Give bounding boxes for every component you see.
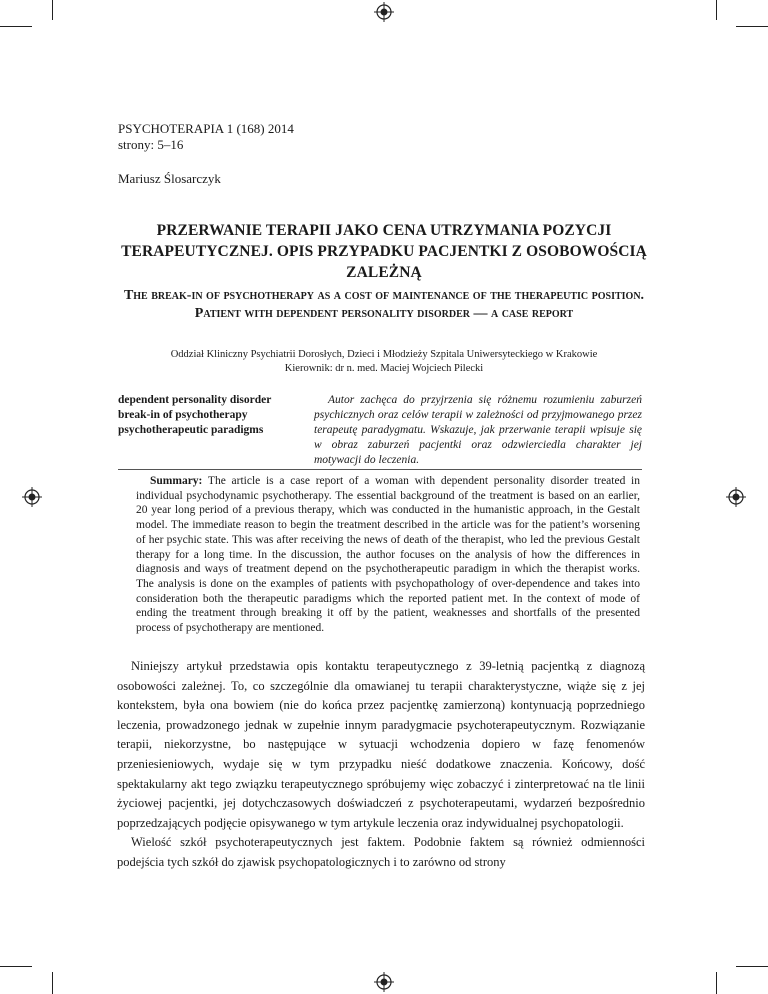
- keyword: dependent personality disorder: [118, 394, 272, 406]
- summary-label: Summary:: [150, 475, 203, 487]
- body-text: [117, 657, 645, 873]
- body-paragraph: Wielość szkół psychoterapeutycznych jest faktem. Podobnie faktem są również odmienności podejścia tych szkół do zjawisk psychopatologicznych i to zarówno od strony: [117, 835, 645, 869]
- keywords: [118, 393, 271, 438]
- keyword: break-in of psychotherapy: [118, 409, 248, 421]
- affiliation: [110, 348, 658, 376]
- crop-mark: [52, 0, 53, 20]
- author-name: Mariusz Ślosarczyk: [118, 171, 221, 186]
- affiliation-department: Oddział Kliniczny Psychiatrii Dorosłych, Dzieci i Młodzieży Szpitala Uniwersyteckiego w Krakowie: [170, 349, 598, 360]
- registration-mark-icon: [374, 2, 394, 22]
- affiliation-head: Kierownik: dr n. med. Maciej Wojciech Pilecki: [284, 363, 484, 374]
- title-english: The break-in of psychotherapy as a cost of maintenance of the therapeutic position. Patient with dependent personality disorder — a case report: [123, 288, 645, 321]
- registration-mark-icon: [726, 487, 746, 507]
- divider: [118, 469, 642, 470]
- crop-mark: [736, 966, 768, 967]
- journal-pages: strony: 5–16: [118, 137, 184, 152]
- crop-mark: [736, 26, 768, 27]
- title-polish: PRZERWANIE TERAPII JAKO CENA UTRZYMANIA POZYCJI TERAPEUTYCZNEJ. OPIS PRZYPADKU PACJENTKI Z OSOBOWOŚCIĄ ZALEŻNĄ: [121, 222, 647, 281]
- journal-issue: PSYCHOTERAPIA 1 (168) 2014: [118, 121, 294, 136]
- body-paragraph: Niniejszy artykuł przedstawia opis kontaktu terapeutycznego z 39-letnią pacjentką z diagnozą osobowości zależnej. To, co szczególnie dla omawianej tu terapii charakterystyczne, wiąże się z jej kontekstem, była ona bowiem (nie do końca przez pacjentkę zamierzoną) kontynuacją poprzedniego leczenia, prowadzonego jednak w zupełnie innym paradygmacie psychoterapeutycznym. Rozwiązanie terapii, niekorzystne, bo następujące w sytuacji wchodzenia dopiero w fazę fenomenów przeniesieniowych, wydaje się w tym przypadku nieść dodatkowe znaczenia. Końcowy, dość spektakularny akt tego związku terapeutycznego spróbujemy więc zobaczyć i zinterpretować na tle linii życiowej pacjentki, jej dotychczasowych doświadczeń z psychoterapeutami, wydarzeń bezpośrednio poprzedzających podjęcie opisywanego w tym artykule leczenia oraz indywidualnej psychopatologii.: [117, 659, 645, 830]
- crop-mark: [716, 972, 717, 994]
- crop-mark: [0, 966, 32, 967]
- crop-mark: [52, 972, 53, 994]
- journal-info: [118, 121, 294, 153]
- crop-mark: [0, 26, 32, 27]
- summary: [136, 474, 640, 636]
- summary-text: The article is a case report of a woman with dependent personality disorder treated in individual psychodynamic psychotherapy. The essential background of the treatment is based on an earlier, 20 year long period of a previous therapy, which was conducted in the humanistic approach, in the Gestalt model. The immediate reason to begin the treatment described in the article was for the patient’s worsening of her psychic state. This was after receiving the news of death of the therapist, who led the previous Gestalt therapy for a long time. In the discussion, the author focuses on the analysis of how the differences in diagnosis and ways of treatment depend on the psychotherapeutic paradigm in which the therapist works. The analysis is done on the examples of patients with psychopathology of over-dependence and takes into consideration both the therapeutic paradigms which the reported patient met. In the context of mode of ending the treatment through breaking it off by the patient, weaknesses and shortfalls of the presented process of psychotherapy are mentioned.: [136, 475, 640, 635]
- keyword: psychotherapeutic paradigms: [118, 424, 264, 436]
- crop-mark: [716, 0, 717, 20]
- registration-mark-icon: [374, 972, 394, 992]
- registration-mark-icon: [22, 487, 42, 507]
- abstract-polish: Autor zachęca do przyjrzenia się różnemu rozumieniu zaburzeń psychicznych oraz celów terapii w zależności od przyjmowanego przez terapeutę paradygmatu. Wskazuje, jak przerwanie terapii wpisuje się w obraz zaburzeń pacjentki oraz odzwierciedla charakter jej motywacji do leczenia.: [314, 394, 642, 466]
